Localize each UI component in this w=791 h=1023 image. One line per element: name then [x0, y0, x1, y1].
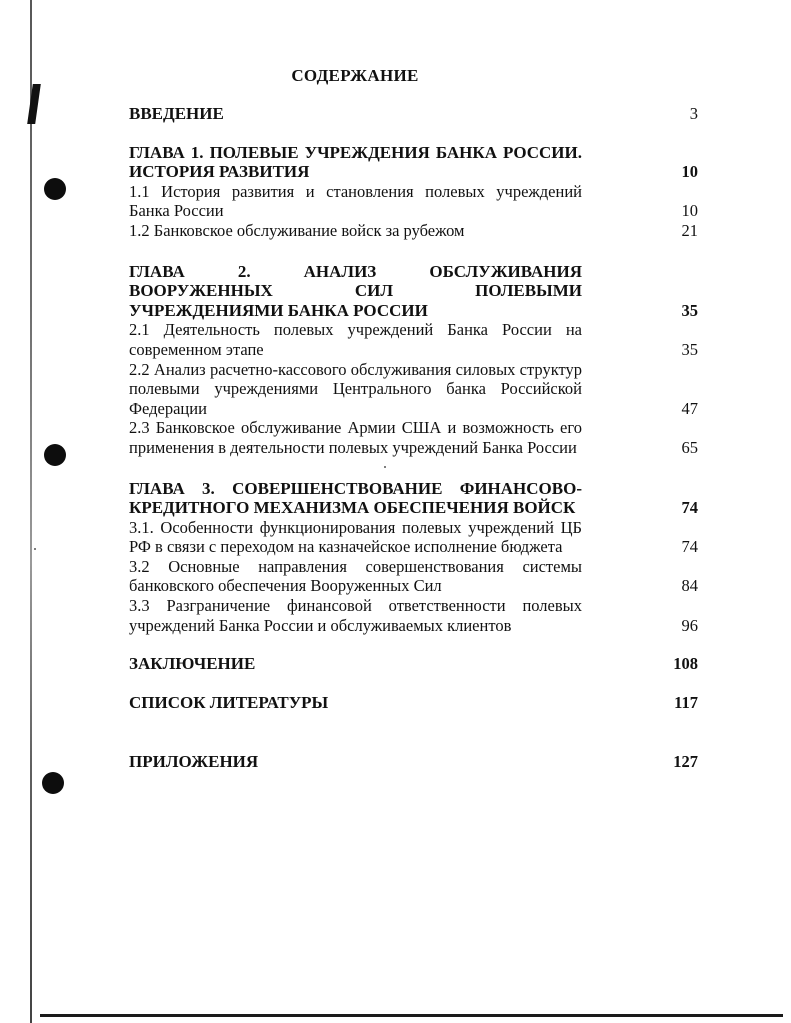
toc-entry-page: 21 — [681, 220, 698, 240]
toc-entry-section-1-1 — [129, 182, 698, 221]
toc-entry-text: 3.1. Особенности функционирования полевых учреждений ЦБ РФ в связи с переходом на казначейское исполнение бюджета — [129, 517, 582, 557]
toc-entry-page: 10 — [681, 162, 698, 182]
toc-entry-page: 117 — [674, 692, 698, 712]
page-bottom-edge — [40, 1014, 783, 1017]
toc-entry-page: 74 — [681, 498, 698, 518]
punch-hole-icon — [44, 178, 66, 200]
table-of-contents — [129, 104, 698, 772]
toc-entry-page: 10 — [681, 201, 698, 221]
toc-entry-section-3-3 — [129, 596, 698, 635]
toc-entry-chapter-2 — [129, 262, 698, 321]
punch-hole-icon — [42, 772, 64, 794]
toc-entry-page: 108 — [673, 654, 698, 674]
toc-entry-page: 96 — [681, 615, 698, 635]
toc-entry-text: 3.3 Разграничение финансовой ответственности полевых учреждений Банка России и обслуживаемых клиентов — [129, 596, 582, 635]
toc-entry-text: 2.2 Анализ расчетно-кассового обслуживания силовых структур полевыми учреждениями Центрального банка Российской Федерации — [129, 359, 582, 418]
toc-entry-section-3-2 — [129, 557, 698, 596]
toc-entry-section-1-2 — [129, 221, 698, 241]
page-title: СОДЕРЖАНИЕ — [291, 66, 419, 85]
toc-entry-section-3-1 — [129, 518, 698, 557]
toc-entry-appendices — [129, 752, 698, 772]
toc-entry-text: ВВЕДЕНИЕ — [129, 104, 224, 123]
toc-entry-page: 65 — [681, 437, 698, 457]
toc-entry-text: 3.2 Основные направления совершенствования системы банковского обеспечения Вооруженных Сил — [129, 556, 582, 596]
toc-entry-page: 84 — [681, 576, 698, 596]
toc-entry-page: 35 — [681, 300, 698, 320]
punch-hole-icon — [44, 444, 66, 466]
toc-entry-text: 2.1 Деятельность полевых учреждений Банка России на современном этапе — [129, 320, 582, 359]
toc-entry-introduction — [129, 104, 698, 124]
toc-entry-text: ГЛАВА 3. СОВЕРШЕНСТВОВАНИЕ ФИНАНСОВО-КРЕДИТНОГО МЕХАНИЗМА ОБЕСПЕЧЕНИЯ ВОЙСК — [129, 478, 582, 518]
toc-entry-page: 35 — [681, 339, 698, 359]
toc-entry-page: 74 — [681, 537, 698, 557]
toc-entry-section-2-3 — [129, 418, 698, 457]
toc-entry-section-2-1 — [129, 320, 698, 359]
toc-entry-page: 47 — [681, 398, 698, 418]
scan-speck — [34, 548, 36, 550]
toc-entry-chapter-1 — [129, 143, 698, 182]
toc-entry-text: СПИСОК ЛИТЕРАТУРЫ — [129, 692, 329, 712]
toc-entry-text: ЗАКЛЮЧЕНИЕ — [129, 654, 256, 674]
toc-entry-page: 3 — [689, 104, 698, 123]
toc-entry-text: 1.2 Банковское обслуживание войск за рубежом — [129, 220, 465, 240]
scan-edge-line — [30, 0, 32, 1023]
toc-entry-bibliography — [129, 693, 698, 713]
toc-entry-text: ГЛАВА 2. АНАЛИЗ ОБСЛУЖИВАНИЯ ВООРУЖЕННЫХ СИЛ ПОЛЕВЫМИ УЧРЕЖДЕНИЯМИ БАНКА РОССИИ — [129, 261, 582, 320]
toc-entry-text: ПРИЛОЖЕНИЯ — [129, 752, 259, 772]
toc-entry-page: 127 — [673, 752, 698, 772]
toc-entry-chapter-3 — [129, 479, 698, 518]
toc-entry-text: 1.1 История развития и становления полевых учреждений Банка России — [129, 181, 582, 221]
toc-entry-text: 2.3 Банковское обслуживание Армии США и возможность его применения в деятельности полевых учреждений Банка России — [129, 418, 582, 457]
toc-entry-conclusion — [129, 654, 698, 674]
toc-entry-section-2-2 — [129, 360, 698, 419]
toc-entry-text: ГЛАВА 1. ПОЛЕВЫЕ УЧРЕЖДЕНИЯ БАНКА РОССИИ. ИСТОРИЯ РАЗВИТИЯ — [129, 142, 582, 182]
